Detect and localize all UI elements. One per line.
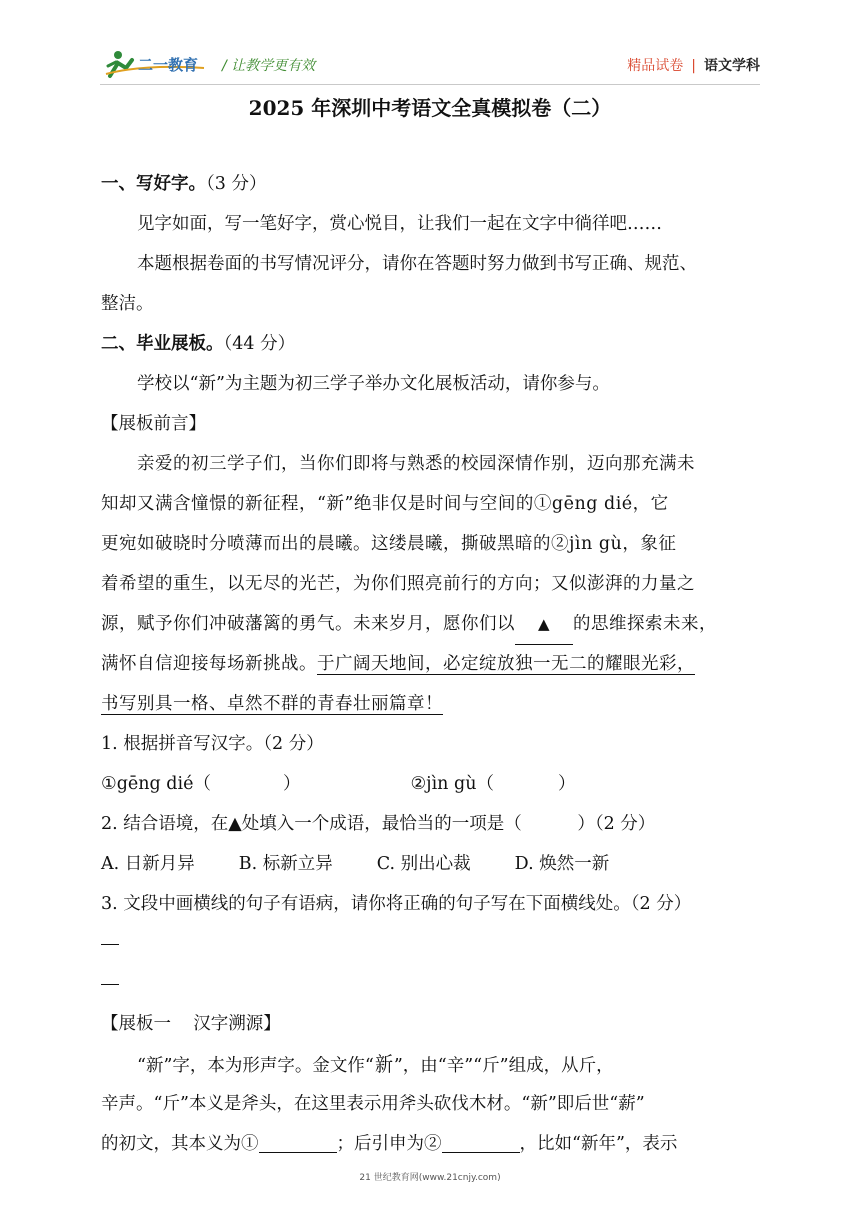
board-heading: 【展板前言】 — [101, 414, 206, 434]
paragraph: 辛声。“斤”本义是斧头，在这里表示用斧头砍伐木材。“新”即后世“薪” — [101, 1094, 645, 1114]
question-1: 1. 根据拼音写汉字。（2 分） — [101, 734, 324, 754]
paragraph: 见字如面，写一笔好字，赏心悦目，让我们一起在文字中徜徉吧…… — [137, 214, 662, 234]
question-3: 3. 文段中画横线的句子有语病，请你将正确的句子写在下面横线处。（2 分） — [101, 894, 692, 914]
paragraph: “新”字，本为形声字。金文作“新”，由“辛”“斤”组成，从斤， — [101, 1044, 763, 1084]
question-2: 2. 结合语境，在▲处填入一个成语，最恰当的一项是（ ）（2 分） — [101, 814, 656, 834]
subject-tag: 语文学科 — [704, 58, 760, 74]
paragraph: 本题根据卷面的书写情况评分，请你在答题时努力做到书写正确、规范、 — [137, 254, 697, 274]
option-d[interactable]: D. 焕然一新 — [514, 854, 610, 874]
paragraph: 的初文，其本义为① ；后引申为② ，比如“新年”，表示 — [101, 1124, 763, 1164]
svg-text:二一教育: 二一教育 — [138, 56, 199, 74]
underlined-sentence: 书写别具一格、卓然不群的青春壮丽篇章！ — [101, 694, 443, 714]
header-divider — [100, 84, 760, 85]
section-2-heading: 二、毕业展板。（44 分） — [101, 334, 296, 354]
bronze-script-glyph: 新 — [374, 1052, 393, 1076]
underlined-sentence: 于广阔天地间，必定绽放独一无二的耀眼光彩， — [317, 654, 695, 674]
question-1-blanks: ①gēng dié（ ） ②jìn gù（ ） — [101, 774, 576, 794]
option-a[interactable]: A. 日新月异 — [101, 854, 195, 874]
board-heading: 【展板一 汉字溯源】 — [101, 1014, 281, 1034]
exam-body — [101, 164, 763, 1164]
answer-blank-triangle[interactable]: ▲ — [515, 604, 573, 645]
paragraph: 整洁。 — [101, 294, 154, 314]
preface-line: 满怀自信迎接每场新挑战。于广阔天地间，必定绽放独一无二的耀眼光彩， — [101, 654, 695, 674]
question-2-options — [101, 844, 763, 884]
quality-tag: 精品试卷 — [627, 58, 684, 74]
header-slogan: / 让教学更有效 — [222, 58, 316, 74]
preface-line: 更宛如破晓时分喷薄而出的晨曦。这缕晨曦，撕破黑暗的②jìn gù，象征 — [101, 534, 677, 554]
preface-line: 亲爱的初三学子们，当你们即将与熟悉的校园深情作别，迈向那充满未 — [137, 454, 695, 474]
page-title: 2025 年深圳中考语文全真模拟卷（二） — [248, 96, 612, 120]
header-separator: | — [691, 58, 696, 74]
preface-line — [101, 684, 763, 724]
preface-line: 知却又满含憧憬的新征程，“新”绝非仅是时间与空间的①gēng dié，它 — [101, 494, 669, 514]
answer-line[interactable] — [101, 964, 763, 1004]
option-c[interactable]: C. 别出心裁 — [376, 854, 471, 874]
preface-line: 源，赋予你们冲破藩篱的勇气。未来岁月，愿你们以 ▲ 的思维探索未来， — [101, 604, 763, 644]
header-tags — [627, 55, 760, 75]
answer-line[interactable] — [101, 924, 763, 964]
option-b[interactable]: B. 标新立异 — [238, 854, 333, 874]
page-header — [0, 0, 860, 90]
page-footer: 21 世纪教育网(www.21cnjy.com) — [359, 1173, 501, 1183]
preface-line: 着希望的重生，以无尽的光芒，为你们照亮前行的方向；又似澎湃的力量之 — [101, 574, 695, 594]
answer-blank[interactable] — [259, 1130, 337, 1153]
paragraph: 学校以“新”为主题为初三学子举办文化展板活动，请你参与。 — [137, 374, 610, 394]
section-1-heading: 一、写好字。（3 分） — [101, 174, 267, 194]
logo-runner-icon — [104, 46, 214, 80]
answer-blank[interactable] — [442, 1130, 520, 1153]
